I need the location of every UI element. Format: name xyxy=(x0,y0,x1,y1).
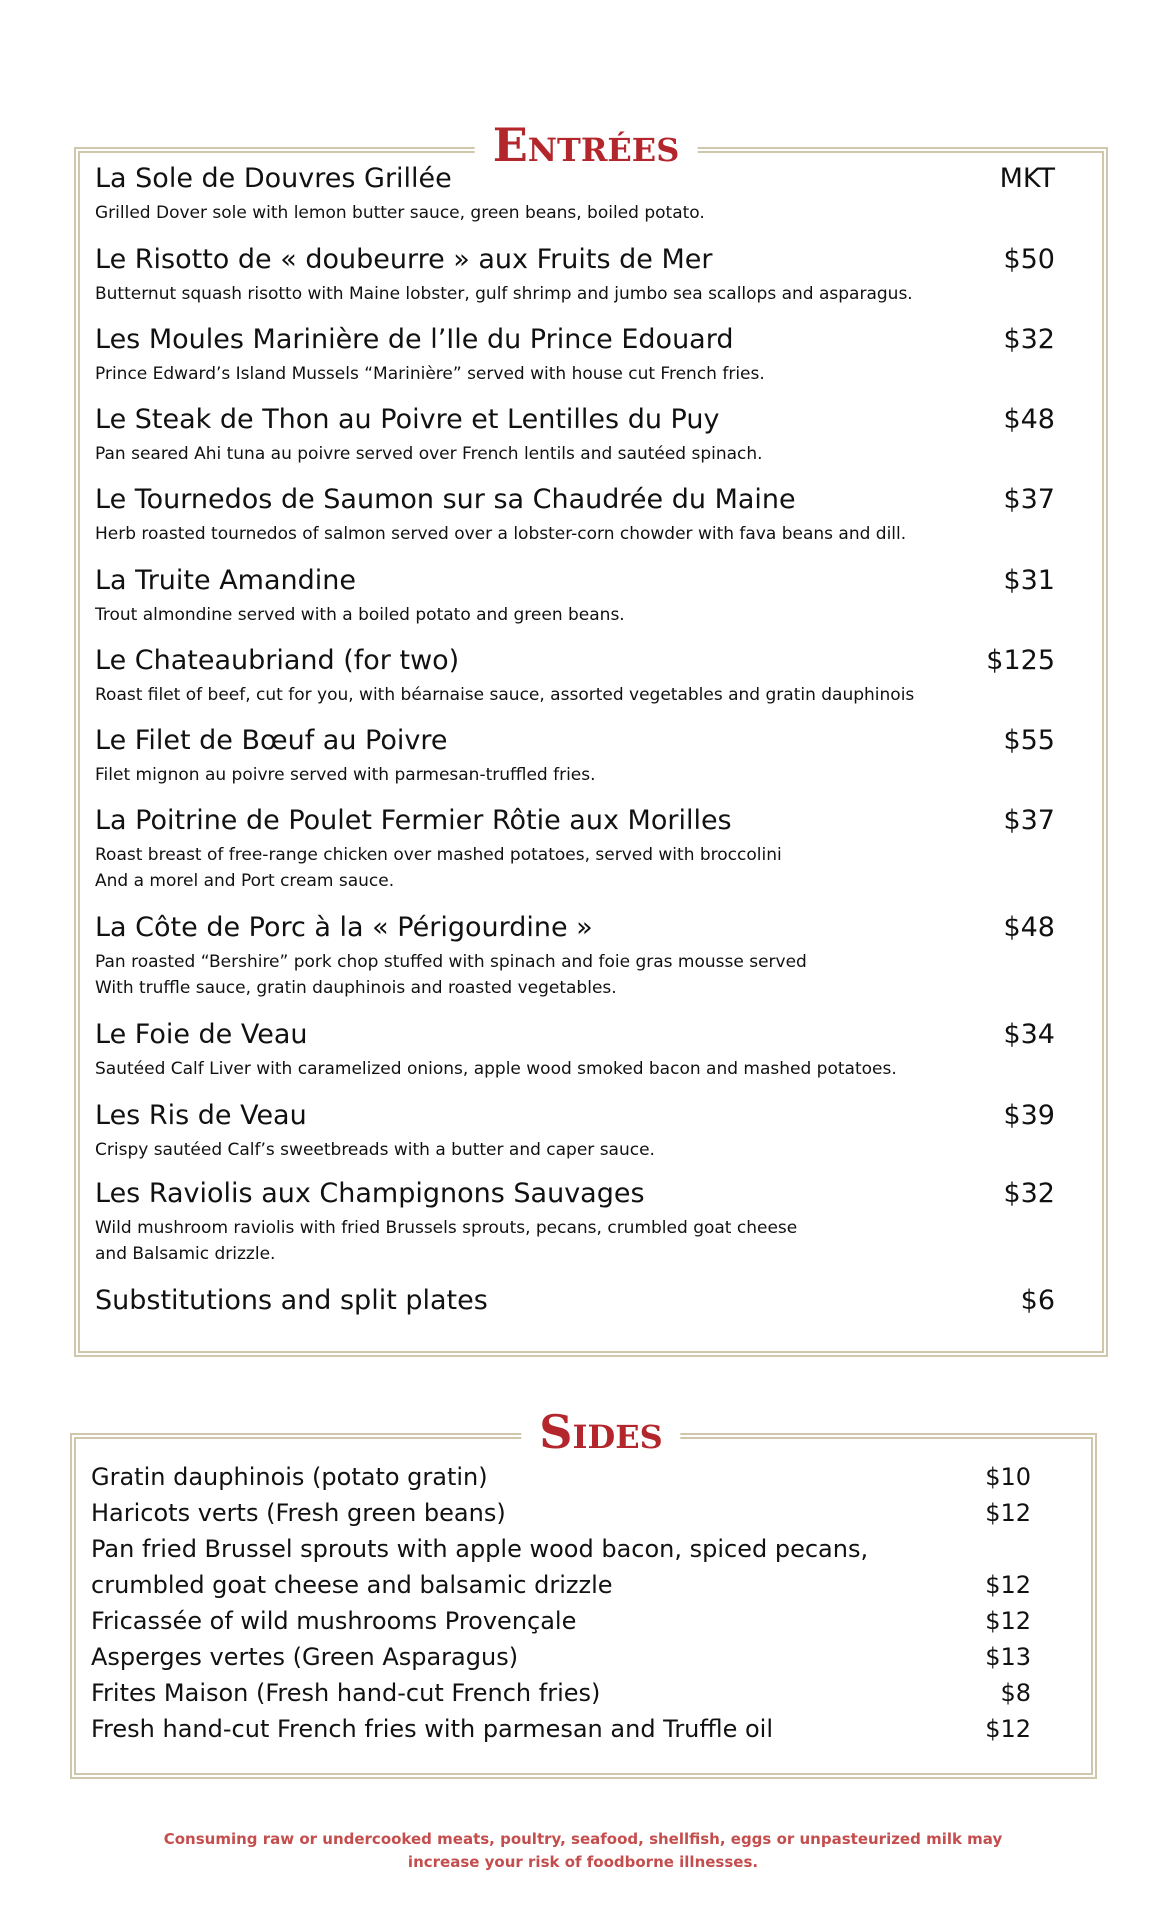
entree-name: Les Raviolis aux Champignons Sauvages xyxy=(95,1178,645,1209)
entree-name: Le Risotto de « doubeurre » aux Fruits de Mer xyxy=(95,244,713,275)
side-price: $12 xyxy=(985,1607,1031,1635)
sides-title: Sides xyxy=(521,1407,680,1457)
entree-name: La Côte de Porc à la « Périgourdine » xyxy=(95,912,593,943)
entree-name: Le Chateaubriand (for two) xyxy=(95,645,460,676)
entree-description: Herb roasted tournedos of salmon served over a lobster-corn chowder with fava beans and dill. xyxy=(95,524,907,544)
entree-price: $32 xyxy=(1003,1178,1055,1209)
entree-description: Butternut squash risotto with Maine lobster, gulf shrimp and jumbo sea scallops and asparagus. xyxy=(95,284,913,304)
side-item xyxy=(91,1495,1031,1531)
side-price: $10 xyxy=(985,1463,1031,1491)
side-price: $12 xyxy=(985,1715,1031,1743)
entrees-title: Entrées xyxy=(475,120,698,170)
side-price: $12 xyxy=(985,1571,1031,1599)
disclaimer-line-1: Consuming raw or undercooked meats, poultry, seafood, shellfish, eggs or unpasteurized milk may xyxy=(163,1830,1003,1848)
sides-list xyxy=(91,1459,1031,1747)
side-price: $13 xyxy=(985,1643,1031,1671)
entree-description: Trout almondine served with a boiled potato and green beans. xyxy=(95,605,625,625)
entree-price: $48 xyxy=(1003,404,1055,435)
side-name: Pan fried Brussel sprouts with apple wood bacon, spiced pecans, xyxy=(91,1535,869,1563)
entree-name: Les Ris de Veau xyxy=(95,1100,307,1131)
entree-description: Crispy sautéed Calf’s sweetbreads with a butter and caper sauce. xyxy=(95,1140,655,1160)
entree-price: $34 xyxy=(1003,1019,1055,1050)
entree-description: Filet mignon au poivre served with parmesan-truffled fries. xyxy=(95,765,596,785)
food-safety-disclaimer xyxy=(0,1828,1166,1874)
disclaimer-line-2: increase your risk of foodborne illnesses. xyxy=(407,1853,759,1871)
side-item xyxy=(91,1459,1031,1495)
entree-name: La Sole de Douvres Grillée xyxy=(95,163,452,194)
entree-description: Prince Edward’s Island Mussels “Marinière” served with house cut French fries. xyxy=(95,364,765,384)
side-price: $12 xyxy=(985,1499,1031,1527)
entree-description: Pan seared Ahi tuna au poivre served over French lentils and sautéed spinach. xyxy=(95,444,763,464)
entree-name: La Poitrine de Poulet Fermier Rôtie aux Morilles xyxy=(95,805,732,836)
entree-name: La Truite Amandine xyxy=(95,565,356,596)
entree-description: Sautéed Calf Liver with caramelized onions, apple wood smoked bacon and mashed potatoes. xyxy=(95,1059,897,1079)
entree-price: $32 xyxy=(1003,324,1055,355)
side-price: $8 xyxy=(1000,1679,1031,1707)
entree-description: Roast breast of free-range chicken over mashed potatoes, served with broccolini And a morel and Port cream sauce. xyxy=(95,845,782,891)
entree-name: Le Steak de Thon au Poivre et Lentilles du Puy xyxy=(95,404,720,435)
entree-price: $48 xyxy=(1003,912,1055,943)
side-name: Fricassée of wild mushrooms Provençale xyxy=(91,1607,577,1635)
entree-price: $37 xyxy=(1003,805,1055,836)
side-name: Frites Maison (Fresh hand-cut French fries) xyxy=(91,1679,601,1707)
side-item xyxy=(91,1675,1031,1711)
entree-description: Pan roasted “Bershire” pork chop stuffed with spinach and foie gras mousse served With truffle sauce, gratin dauphinois and roasted vegetables. xyxy=(95,952,807,998)
entree-price: $31 xyxy=(1003,565,1055,596)
side-name: Fresh hand-cut French fries with parmesan and Truffle oil xyxy=(91,1715,774,1743)
entree-name: Le Tournedos de Saumon sur sa Chaudrée du Maine xyxy=(95,484,796,515)
entree-name: Le Filet de Bœuf au Poivre xyxy=(95,725,448,756)
entree-price: $50 xyxy=(1003,244,1055,275)
side-item xyxy=(91,1603,1031,1639)
entree-name: Le Foie de Veau xyxy=(95,1019,308,1050)
entree-name: Substitutions and split plates xyxy=(95,1285,488,1316)
side-name: Asperges vertes (Green Asparagus) xyxy=(91,1643,519,1671)
side-item xyxy=(91,1639,1031,1675)
entree-price: $6 xyxy=(1020,1285,1055,1316)
side-item xyxy=(91,1567,1031,1603)
entree-price: MKT xyxy=(999,163,1055,194)
entree-price: $125 xyxy=(986,645,1055,676)
side-name: crumbled goat cheese and balsamic drizzle xyxy=(91,1571,613,1599)
side-name: Haricots verts (Fresh green beans) xyxy=(91,1499,506,1527)
entree-description: Roast filet of beef, cut for you, with béarnaise sauce, assorted vegetables and gratin dauphinois xyxy=(95,685,915,705)
side-name: Gratin dauphinois (potato gratin) xyxy=(91,1463,488,1491)
side-item xyxy=(91,1531,1031,1567)
entree-price: $39 xyxy=(1003,1100,1055,1131)
entree-description: Grilled Dover sole with lemon butter sauce, green beans, boiled potato. xyxy=(95,203,705,223)
entree-price: $37 xyxy=(1003,484,1055,515)
entree-description: Wild mushroom raviolis with fried Brussels sprouts, pecans, crumbled goat cheese and Balsamic drizzle. xyxy=(95,1218,798,1264)
entree-name: Les Moules Marinière de l’Ile du Prince Edouard xyxy=(95,324,734,355)
side-item xyxy=(91,1711,1031,1747)
entree-price: $55 xyxy=(1003,725,1055,756)
